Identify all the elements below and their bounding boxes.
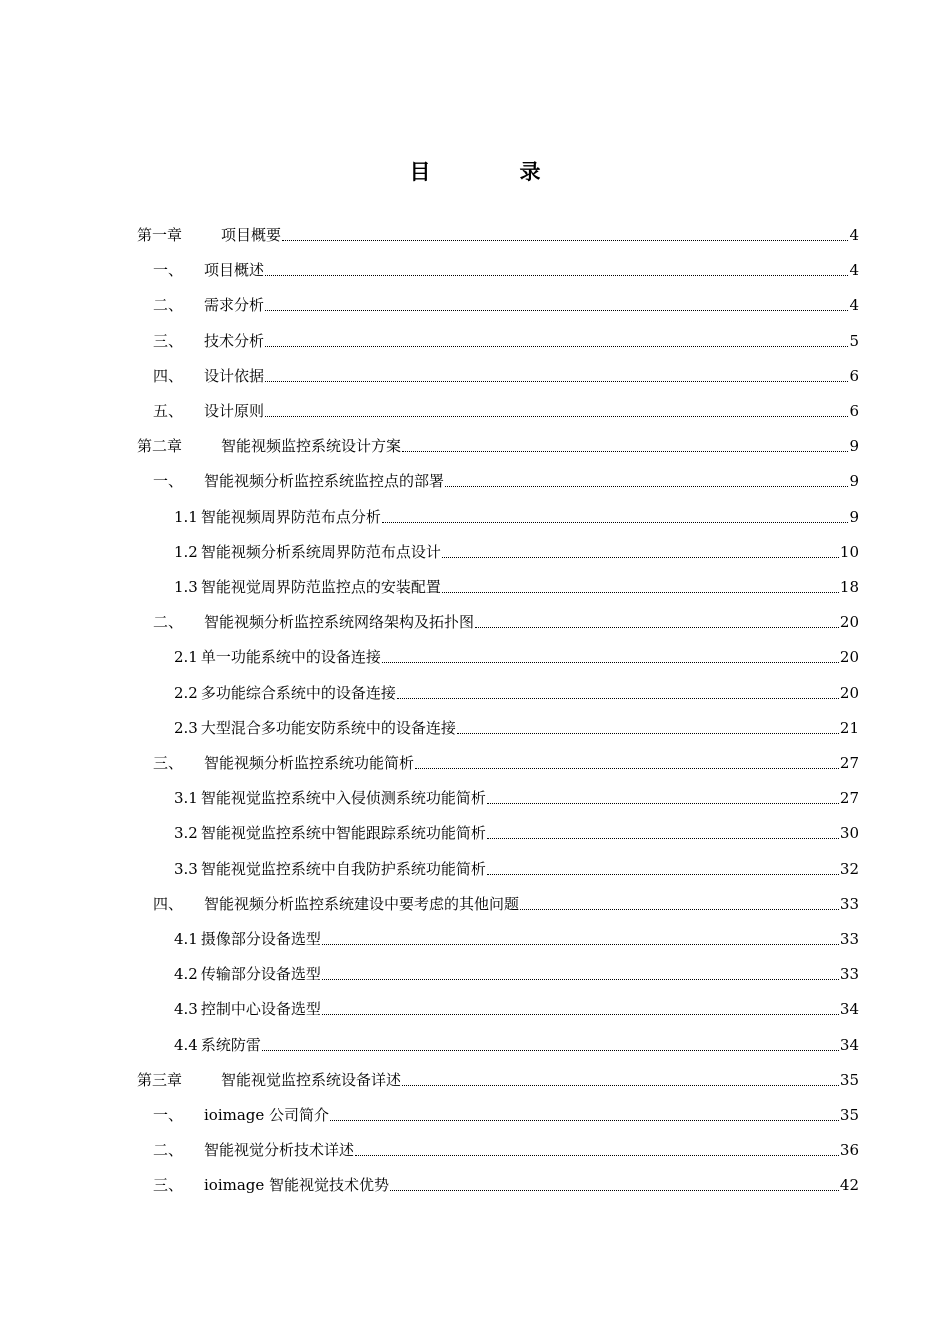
toc-entry-text: 智能视觉监控系统中智能跟踪系统功能简析 [200, 824, 486, 843]
dot-leader [402, 1084, 839, 1086]
toc-entry-page-number: 27 [839, 789, 859, 808]
toc-entry[interactable] [174, 576, 859, 598]
toc-entry-number: 4.3 [174, 1000, 198, 1019]
toc-entry-text: 设计原则 [204, 402, 265, 420]
dot-leader [445, 485, 848, 487]
toc-entry-number: 2.3 [174, 718, 198, 737]
toc-entry-text: 智能视觉监控系统中入侵侦测系统功能简析 [200, 789, 486, 808]
toc-entry[interactable] [153, 330, 859, 352]
toc-entry-number: 2.2 [174, 683, 198, 702]
dot-leader [262, 1049, 839, 1051]
toc-entry-text: 单一功能系统中的设备连接 [200, 648, 381, 667]
toc-entry[interactable] [153, 1174, 859, 1196]
dot-leader [397, 697, 839, 699]
toc-entry[interactable] [174, 1034, 859, 1056]
toc-entry-text: 项目概要 [221, 226, 282, 244]
dot-leader [322, 978, 839, 980]
toc-entry-number: 三、 [153, 754, 184, 772]
toc-entry-number: 3.1 [174, 789, 198, 808]
dot-leader [265, 345, 848, 347]
toc-entry-page-number: 10 [839, 542, 859, 561]
toc-entry-page-number: 4 [849, 296, 859, 315]
toc-entry-page-number: 35 [839, 1070, 859, 1089]
toc-entry-number: 四、 [153, 366, 184, 385]
toc-entry[interactable] [153, 1104, 859, 1126]
toc-entry[interactable] [153, 400, 859, 422]
toc-entry-page-number: 21 [839, 718, 859, 737]
toc-entry-number: 二、 [153, 1141, 184, 1160]
toc-entry[interactable] [153, 893, 859, 915]
toc-entry-number: 三、 [153, 331, 184, 350]
toc-entry-page-number: 20 [839, 648, 859, 667]
toc-entry[interactable] [153, 752, 859, 774]
dot-leader [457, 732, 839, 734]
toc-entry[interactable] [174, 858, 859, 880]
toc-entry-page-number: 9 [849, 437, 859, 456]
toc-entry-number: 一、 [153, 1106, 184, 1124]
dot-leader [282, 239, 848, 241]
toc-entry-page-number: 33 [839, 894, 859, 913]
toc-entry-page-number: 9 [849, 472, 859, 491]
toc-entry-page-number: 27 [839, 754, 859, 772]
toc-entry[interactable] [153, 611, 859, 633]
toc-entry-text: 智能视频分析系统周界防范布点设计 [200, 542, 441, 561]
toc-entry[interactable] [174, 682, 859, 704]
dot-leader [330, 1119, 839, 1121]
toc-entry-text: 控制中心设备选型 [200, 1000, 321, 1019]
toc-entry-number: 一、 [153, 472, 184, 491]
toc-entry[interactable] [174, 787, 859, 809]
toc-entry-page-number: 36 [839, 1141, 859, 1160]
toc-entry-page-number: 30 [839, 824, 859, 843]
dot-leader [265, 274, 848, 276]
dot-leader [322, 1013, 839, 1015]
toc-entry-page-number: 34 [839, 1035, 859, 1054]
dot-leader [382, 521, 849, 523]
toc-entry[interactable] [153, 1139, 859, 1161]
toc-entry-text: 智能视觉分析技术详述 [204, 1141, 355, 1160]
toc-entry-text: 智能视频监控系统设计方案 [221, 437, 402, 456]
toc-entry-page-number: 6 [849, 366, 859, 385]
dot-leader [520, 908, 839, 910]
toc-entry-number: 一、 [153, 261, 184, 280]
toc-entry[interactable] [174, 646, 859, 668]
dot-leader [442, 556, 839, 558]
toc-entry-text: ioimage 智能视觉技术优势 [204, 1176, 390, 1195]
dot-leader [487, 837, 839, 839]
toc-entry-number: 二、 [153, 296, 184, 315]
toc-entry-text: 智能视频分析监控系统监控点的部署 [204, 472, 445, 491]
toc-entry-page-number: 20 [839, 683, 859, 702]
toc-entry-page-number: 42 [839, 1176, 859, 1195]
toc-entry-page-number: 33 [839, 930, 859, 948]
toc-entry-number: 五、 [153, 402, 184, 420]
dot-leader [322, 943, 839, 945]
toc-entry-number: 3.2 [174, 824, 198, 843]
toc-entry-page-number: 33 [839, 965, 859, 984]
toc-entry[interactable] [174, 541, 859, 563]
toc-entry-page-number: 32 [839, 859, 859, 878]
toc-entry[interactable] [174, 963, 859, 985]
toc-entry-number: 1.3 [174, 578, 198, 596]
toc-entry-text: 大型混合多功能安防系统中的设备连接 [200, 718, 456, 737]
toc-entry-text: 设计依据 [204, 366, 265, 385]
toc-entry-page-number: 4 [849, 261, 859, 280]
toc-entry-text: 智能视频分析监控系统建设中要考虑的其他问题 [204, 894, 520, 913]
toc-entry[interactable] [153, 470, 859, 492]
dot-leader [402, 450, 848, 452]
toc-entry-page-number: 6 [849, 402, 859, 420]
dot-leader [487, 873, 839, 875]
dot-leader [355, 1154, 839, 1156]
toc-entry-number: 4.4 [174, 1035, 198, 1054]
toc-entry-text: 技术分析 [204, 331, 265, 350]
toc-entry-page-number: 34 [839, 1000, 859, 1019]
toc-entry-number: 1.2 [174, 542, 198, 561]
toc-entry-text: 智能视频分析监控系统功能简析 [204, 754, 415, 772]
toc-entry-text: 项目概述 [204, 261, 265, 280]
dot-leader [265, 309, 848, 311]
toc-entry-text: 需求分析 [204, 296, 265, 315]
toc-entry[interactable] [153, 294, 859, 316]
toc-entry-text: 智能视频分析监控系统网络架构及拓扑图 [204, 613, 475, 632]
toc-entry[interactable] [174, 822, 859, 844]
toc-entry-number: 3.3 [174, 859, 198, 878]
dot-leader [265, 380, 848, 382]
dot-leader [487, 802, 839, 804]
toc-entry[interactable] [153, 365, 859, 387]
toc-entry-text: 智能视觉监控系统设备详述 [221, 1070, 402, 1089]
toc-entry-page-number: 5 [849, 331, 859, 350]
toc-entry[interactable] [137, 224, 859, 246]
toc-entry-text: 智能视觉周界防范监控点的安装配置 [200, 578, 441, 596]
toc-entry-number: 二、 [153, 613, 184, 632]
dot-leader [390, 1189, 839, 1191]
toc-entry-text: 系统防雷 [200, 1035, 261, 1054]
dot-leader [382, 661, 839, 663]
toc-entry-number: 4.2 [174, 965, 198, 984]
dot-leader [442, 591, 839, 593]
toc-entry-number: 四、 [153, 894, 184, 913]
toc-entry[interactable] [174, 506, 859, 528]
toc-entry-text: 多功能综合系统中的设备连接 [200, 683, 396, 702]
toc-entry-text: 传输部分设备选型 [200, 965, 321, 984]
toc-entry-text: 智能视频周界防范布点分析 [200, 507, 381, 526]
toc-entry[interactable] [153, 259, 859, 281]
toc-entry-number: 第二章 [137, 437, 183, 456]
dot-leader [415, 767, 839, 769]
toc-entry-page-number: 18 [839, 578, 859, 596]
toc-entry-text: 智能视觉监控系统中自我防护系统功能简析 [200, 859, 486, 878]
dot-leader [265, 415, 848, 417]
toc-entry[interactable] [174, 998, 859, 1020]
dot-leader [475, 626, 839, 628]
toc-entry-page-number: 35 [839, 1106, 859, 1124]
toc-entry-page-number: 9 [849, 507, 859, 526]
toc-entry-text: 摄像部分设备选型 [200, 930, 321, 948]
toc-entry-number: 2.1 [174, 648, 198, 667]
toc-entry[interactable] [137, 435, 859, 457]
toc-title: 目 录 [409, 159, 575, 184]
toc-entry-number: 1.1 [174, 507, 198, 526]
toc-entry-page-number: 20 [839, 613, 859, 632]
toc-entry[interactable] [137, 1069, 859, 1091]
toc-entry-text: ioimage 公司简介 [204, 1106, 330, 1124]
toc-entry-number: 4.1 [174, 930, 198, 948]
toc-entry-number: 第一章 [137, 226, 183, 244]
toc-entry[interactable] [174, 928, 859, 950]
toc-entry-number: 第三章 [137, 1070, 183, 1089]
toc-entry-number: 三、 [153, 1176, 184, 1195]
toc-entry-page-number: 4 [849, 226, 859, 244]
toc-entry[interactable] [174, 717, 859, 739]
